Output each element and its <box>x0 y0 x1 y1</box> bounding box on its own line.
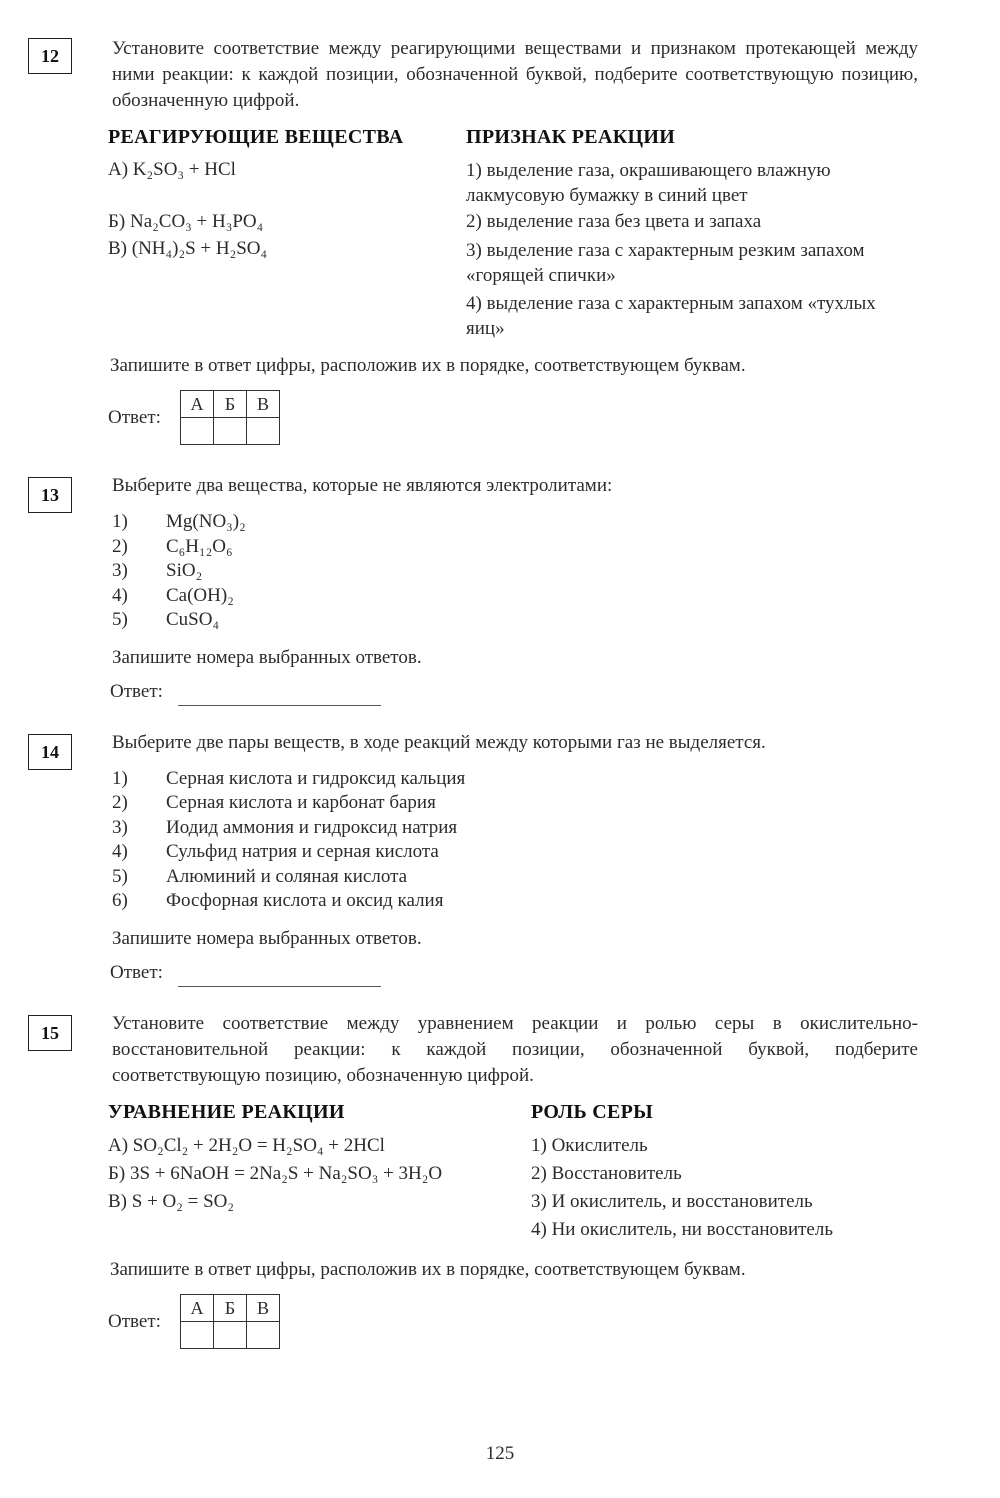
q14-answer-label: Ответ: <box>110 962 163 983</box>
q12-right-item-1: 1) выделение газа, окрашивающего влажную лакмусовую бумажку в синий цвет <box>466 160 831 206</box>
q15-answer-cell-c[interactable] <box>247 1322 280 1349</box>
question-number-12: 12 <box>28 38 72 74</box>
q15-left-item-c: В) S + O₂ = SO₂ <box>108 1191 235 1212</box>
option-number: 1) <box>112 768 128 789</box>
q12-col-a: А <box>181 391 214 418</box>
q15-answer-label: Ответ: <box>108 1311 161 1332</box>
q14-answer-line[interactable] <box>178 985 381 987</box>
option-text: Иодид аммония и гидроксид натрия <box>166 817 458 838</box>
q12-right-item-3: 3) выделение газа с характерным резким запахом «горящей спички» <box>466 240 865 286</box>
option-number: 1) <box>112 511 128 532</box>
q12-answer-cell-c[interactable] <box>247 418 280 445</box>
q12-answer-cell-b[interactable] <box>214 418 247 445</box>
q15-right-item-1: 1) Окислитель <box>531 1135 648 1156</box>
q12-instruction: Запишите в ответ цифры, расположив их в порядке, соответствующем буквам. <box>110 355 746 376</box>
q12-left-item-a: А) K₂SO₃ + HCl <box>108 159 236 180</box>
q15-answer-grid <box>180 1294 280 1349</box>
option-number: 4) <box>112 841 128 862</box>
q14-prompt: Выберите две пары веществ, в ходе реакций между которыми газ не выделяется. <box>112 732 766 753</box>
q13-answer-label: Ответ: <box>110 681 163 702</box>
option-number: 3) <box>112 817 128 838</box>
question-number-14: 14 <box>28 734 72 770</box>
q15-left-item-b: Б) 3S + 6NaOH = 2Na₂S + Na₂SO₃ + 3H₂O <box>108 1163 443 1184</box>
q15-right-item-2: 2) Восстановитель <box>531 1163 682 1184</box>
q15-instruction: Запишите в ответ цифры, расположив их в порядке, соответствующем буквам. <box>110 1259 746 1280</box>
q14-instruction: Запишите номера выбранных ответов. <box>112 928 422 949</box>
q15-col-a: А <box>181 1295 214 1322</box>
option-number: 6) <box>112 890 128 911</box>
q12-right-item-2: 2) выделение газа без цвета и запаха <box>466 211 762 232</box>
option-text: Ca(OH)₂ <box>166 585 234 606</box>
q15-col-b: Б <box>214 1295 247 1322</box>
option-text: Mg(NO₃)₂ <box>166 511 246 532</box>
option-number: 5) <box>112 866 128 887</box>
option-text: Фосфорная кислота и оксид калия <box>166 890 444 911</box>
option-text: CuSO₄ <box>166 609 220 630</box>
q12-left-item-c: В) (NH₄)₂S + H₂SO₄ <box>108 238 268 259</box>
option-text: Серная кислота и гидроксид кальция <box>166 768 466 789</box>
q12-answer-grid <box>180 390 280 445</box>
q12-col-c: В <box>247 391 280 418</box>
q15-right-item-4: 4) Ни окислитель, ни восстановитель <box>531 1219 834 1240</box>
q15-left-item-a: А) SO₂Cl₂ + 2H₂O = H₂SO₄ + 2HCl <box>108 1135 385 1156</box>
question-number-13: 13 <box>28 477 72 513</box>
option-text: SiO₂ <box>166 560 203 581</box>
q15-right-header: РОЛЬ СЕРЫ <box>531 1101 654 1123</box>
q12-prompt: Установите соответствие между реагирующими веществами и признаком протекающей между ними реакции: к каждой позиции, обозначенной буквой, подберите соответствующую позицию, обозначенную цифрой. <box>112 38 918 111</box>
option-text: Сульфид натрия и серная кислота <box>166 841 439 862</box>
question-number-15: 15 <box>28 1015 72 1051</box>
option-number: 3) <box>112 560 128 581</box>
q12-right-header: ПРИЗНАК РЕАКЦИИ <box>466 126 676 148</box>
q12-right-item-4: 4) выделение газа с характерным запахом «тухлых яиц» <box>466 293 876 339</box>
q12-left-item-b: Б) Na₂CO₃ + H₃PO₄ <box>108 211 264 232</box>
q12-col-b: Б <box>214 391 247 418</box>
option-text: Серная кислота и карбонат бария <box>166 792 436 813</box>
q13-instruction: Запишите номера выбранных ответов. <box>112 647 422 668</box>
option-number: 2) <box>112 792 128 813</box>
option-number: 4) <box>112 585 128 606</box>
q15-left-header: УРАВНЕНИЕ РЕАКЦИИ <box>108 1101 345 1123</box>
q13-prompt: Выберите два вещества, которые не являются электролитами: <box>112 475 613 496</box>
q15-answer-cell-a[interactable] <box>181 1322 214 1349</box>
option-number: 2) <box>112 536 128 557</box>
q15-right-item-3: 3) И окислитель, и восстановитель <box>531 1191 813 1212</box>
option-text: C₆H₁₂O₆ <box>166 536 233 557</box>
q13-answer-line[interactable] <box>178 704 381 706</box>
q12-answer-label: Ответ: <box>108 407 161 428</box>
q12-answer-cell-a[interactable] <box>181 418 214 445</box>
q15-prompt: Установите соответствие между уравнением реакции и ролью серы в окислительно-восстановительной реакции: к каждой позиции, обозначенной буквой, подберите соответствующую позицию, обозначенную цифрой. <box>112 1013 918 1086</box>
option-number: 5) <box>112 609 128 630</box>
page-number: 125 <box>485 1443 515 1464</box>
q12-left-header: РЕАГИРУЮЩИЕ ВЕЩЕСТВА <box>108 126 404 148</box>
q15-answer-cell-b[interactable] <box>214 1322 247 1349</box>
option-text: Алюминий и соляная кислота <box>166 866 408 887</box>
q15-col-c: В <box>247 1295 280 1322</box>
